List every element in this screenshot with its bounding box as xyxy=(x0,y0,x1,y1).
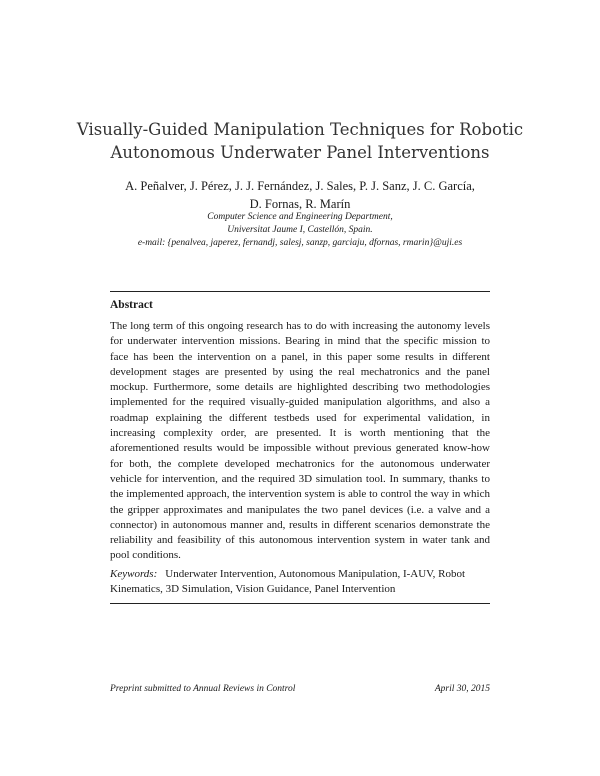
keywords xyxy=(110,567,490,598)
affiliation xyxy=(60,211,540,250)
preprint-date: April 30, 2015 xyxy=(434,684,490,694)
abstract-bottom-rule xyxy=(110,603,490,604)
title-line-2: Autonomous Underwater Panel Interventions xyxy=(110,143,490,162)
title-line-1: Visually-Guided Manipulation Techniques for Robotic xyxy=(76,120,524,139)
abstract-top-rule xyxy=(110,291,490,292)
page-footer xyxy=(110,684,490,694)
preprint-note: Preprint submitted to Annual Reviews in Control xyxy=(110,684,296,694)
author-list xyxy=(60,178,540,213)
keywords-label: Keywords: xyxy=(110,568,158,580)
keywords-text: Underwater Intervention, Autonomous Manipulation, I-AUV, Robot Kinematics, 3D Simulation, Vision Guidance, Panel Intervention xyxy=(110,568,466,596)
abstract-body: The long term of this ongoing research has to do with increasing the autonomy levels for underwater intervention missions. Bearing in mind that the specific mission to face has been the intervention on a panel, in this paper some results in different development stages are presented by using the real mechatronics and the panel mockup. Furthermore, some details are highlighted describing two methodologies implemented for the required visually-guided manipulation algorithms, and also a roadmap explaining the different testbeds used for experimental validation, in increasing complexity order, are presented. It is worth mentioning that the aforementioned results would be impossible without previous generated know-how for both, the complete developed mechatronics for the autonomous underwater vehicle for intervention, and the required 3D simulation tool. In summary, thanks to the implemented approach, the intervention system is able to control the way in which the gripper approximates and manipulates the two panel devices (i.e. a valve and a connector) in autonomous manner and, results in different scenarios demonstrate the reliability and feasibility of this autonomous intervention system in water tank and pool conditions. xyxy=(110,320,490,562)
affiliation-department: Computer Science and Engineering Department, xyxy=(207,212,393,222)
affiliation-email: e-mail: {penalvea, japerez, fernandj, salesj, sanzp, garciaju, dfornas, rmarin}@uji.es xyxy=(137,238,463,248)
paper-title xyxy=(60,118,540,164)
abstract-heading: Abstract xyxy=(110,299,153,311)
authors-line-2: D. Fornas, R. Marín xyxy=(249,196,351,211)
affiliation-university: Universitat Jaume I, Castellón, Spain. xyxy=(227,225,373,235)
authors-line-1: A. Peñalver, J. Pérez, J. J. Fernández, J. Sales, P. J. Sanz, J. C. García, xyxy=(125,179,475,193)
